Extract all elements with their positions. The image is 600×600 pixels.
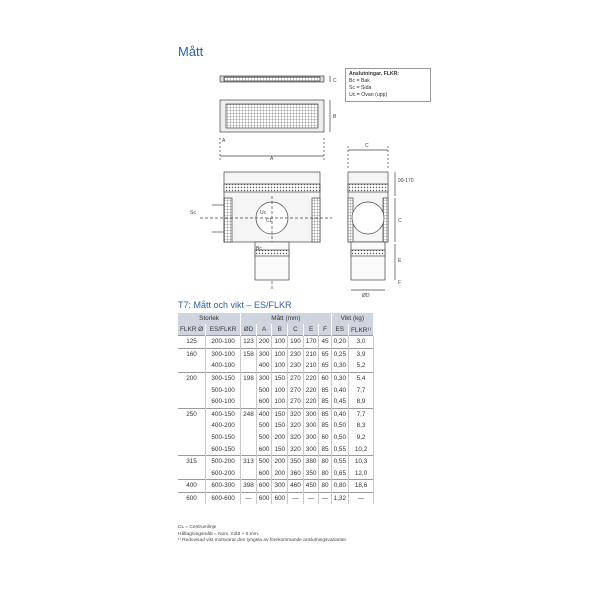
table-cell: 85 [319, 443, 331, 455]
table-row [178, 492, 374, 504]
table-cell: 190 [288, 336, 304, 349]
table-cell: 123 [241, 336, 257, 349]
footnote: ¹⁾ Redovisad vikt motsvarar den tyngsta av förekommande anslutningsvarianter. [178, 538, 348, 543]
legend-line: Uc = Ovan (upp) [349, 92, 388, 98]
column-header: B [272, 324, 288, 336]
dim-label-f: F [398, 280, 402, 286]
dim-label-a: A [270, 156, 274, 162]
table-cell: 460 [288, 480, 304, 493]
legend-line: Sc = Sida [349, 85, 372, 91]
dim-label-od: ØD [362, 293, 370, 299]
column-header: ES/FLKR [206, 324, 241, 336]
dim-label-b-right: B [333, 114, 337, 120]
table-cell: 100 [272, 384, 288, 396]
table-cell: 200 [272, 468, 288, 480]
table-cell: 85 [319, 396, 331, 408]
dim-label-bc: Bc [256, 246, 262, 252]
table-cell: 400 [256, 408, 272, 420]
table-cell: 300 [303, 420, 319, 432]
table-cell: 300 [303, 443, 319, 455]
table-cell: 600 [256, 492, 272, 504]
table-cell [241, 396, 257, 408]
table-cell: 10,3 [349, 455, 374, 467]
table-cell: 80 [319, 455, 331, 467]
column-header: ØD [241, 324, 257, 336]
dim-label-c-side: C [365, 143, 369, 149]
table-cell: 0,40 [331, 384, 348, 396]
table-cell: 450 [303, 480, 319, 493]
table-cell: 500-200 [206, 455, 241, 467]
table-cell: 150 [272, 443, 288, 455]
table-cell [178, 420, 206, 432]
table-cell [241, 360, 257, 372]
column-header: ES [331, 324, 348, 336]
table-cell: 5,4 [349, 372, 374, 384]
table-cell: 158 [241, 348, 257, 360]
table-row [178, 480, 374, 493]
footnote: Håltagningsmått = Nom. mått + 5 mm. [178, 531, 260, 537]
table-cell: 0,30 [331, 360, 348, 372]
table-cell: 600 [272, 492, 288, 504]
table-cell: 600-100 [206, 396, 241, 408]
table-cell: 5,2 [349, 360, 374, 372]
table-cell: 300 [303, 408, 319, 420]
table-cell: 400-150 [206, 408, 241, 420]
table-cell: 600-150 [206, 443, 241, 455]
table-cell: 60 [319, 432, 331, 444]
page-title: Mått [178, 44, 204, 59]
table-cell: 600-200 [206, 468, 241, 480]
table-cell: 0,30 [331, 372, 348, 384]
table-cell: 300-150 [206, 372, 241, 384]
table-cell: 12,0 [349, 468, 374, 480]
column-header: E [303, 324, 319, 336]
table-cell: 85 [319, 420, 331, 432]
dim-label-c-right: C [398, 218, 402, 224]
table-cell: 200 [272, 432, 288, 444]
column-header: C [288, 324, 304, 336]
group-header-dimensions: Mått (mm) [241, 313, 331, 324]
table-cell: 300 [303, 432, 319, 444]
table-cell: 248 [241, 408, 257, 420]
table-cell: 198 [241, 372, 257, 384]
table-row [178, 408, 374, 420]
group-header-weight: Vikt (kg) [331, 313, 374, 324]
dim-label-cl: CL [266, 218, 273, 224]
table-cell: 0,50 [331, 432, 348, 444]
table-cell [178, 432, 206, 444]
table-row [178, 443, 374, 455]
table-cell [241, 443, 257, 455]
table-cell: 0,55 [331, 443, 348, 455]
table-cell: 0,80 [331, 480, 348, 493]
table-cell: 400-100 [206, 360, 241, 372]
table-cell: 400 [178, 480, 206, 493]
table-cell: 500 [256, 432, 272, 444]
table-cell: 400 [256, 360, 272, 372]
table-cell: 0,20 [331, 336, 348, 349]
table-cell: 320 [288, 443, 304, 455]
table-cell [241, 468, 257, 480]
table-cell [178, 468, 206, 480]
table-cell: 160 [178, 348, 206, 360]
table-cell: 600 [256, 468, 272, 480]
table-cell: 0,55 [331, 455, 348, 467]
table-cell: 0,50 [331, 420, 348, 432]
table-title: T7: Mått och vikt – ES/FLKR [178, 300, 292, 310]
table-cell: 3,9 [349, 348, 374, 360]
table-cell: 45 [319, 336, 331, 349]
table-row [178, 396, 374, 408]
table-cell: 0,65 [331, 468, 348, 480]
table-cell: 210 [303, 348, 319, 360]
table-cell: 220 [303, 384, 319, 396]
table-row [178, 372, 374, 384]
dim-label-90-170: 90-170 [398, 178, 414, 184]
dim-label-a-left: A [222, 138, 226, 144]
dimensions-table [178, 313, 374, 504]
table-cell: — [349, 492, 374, 504]
table-cell [178, 384, 206, 396]
dim-label-sc: Sc [190, 210, 196, 216]
table-cell: 85 [319, 408, 331, 420]
table-cell: 500 [256, 455, 272, 467]
table-cell: 300-100 [206, 348, 241, 360]
table-cell: 500-150 [206, 432, 241, 444]
table-cell: — [319, 492, 331, 504]
table-row [178, 455, 374, 467]
legend-line: Bc = Bak [349, 78, 370, 84]
table-cell: 270 [288, 372, 304, 384]
table-row [178, 384, 374, 396]
table-cell: 230 [288, 360, 304, 372]
table-cell: 220 [303, 372, 319, 384]
table-cell: 100 [272, 348, 288, 360]
table-row [178, 420, 374, 432]
table-cell: 350 [303, 468, 319, 480]
table-cell: — [288, 492, 304, 504]
table-row [178, 468, 374, 480]
table-cell: 3,0 [349, 336, 374, 349]
legend-header: Anslutningar, FLKR: [349, 71, 400, 77]
table-cell [241, 384, 257, 396]
table-cell: 600 [256, 480, 272, 493]
table-cell: 150 [272, 372, 288, 384]
dim-label-uc: Uc [260, 210, 267, 216]
table-cell: 200 [256, 336, 272, 349]
table-cell: 500 [256, 384, 272, 396]
table-cell: 230 [288, 348, 304, 360]
column-header-row [178, 324, 374, 336]
table-cell: 100 [272, 396, 288, 408]
table-cell: 320 [288, 420, 304, 432]
table-cell: 85 [319, 384, 331, 396]
table-cell: 270 [288, 384, 304, 396]
table-cell: — [241, 492, 257, 504]
table-cell: 18,6 [349, 480, 374, 493]
table-row [178, 348, 374, 360]
table-cell: 8,3 [349, 420, 374, 432]
table-row [178, 336, 374, 349]
table-cell: 600 [256, 443, 272, 455]
table-cell: 0,40 [331, 408, 348, 420]
table-cell: 320 [288, 408, 304, 420]
table-cell: 600-300 [206, 480, 241, 493]
table-row [178, 432, 374, 444]
table-cell: 350 [288, 455, 304, 467]
table-cell: 170 [303, 336, 319, 349]
column-header: F [319, 324, 331, 336]
table-cell: 7,7 [349, 408, 374, 420]
table-cell [241, 432, 257, 444]
table-cell: 8,9 [349, 396, 374, 408]
group-header-size: Storlek [178, 313, 241, 324]
table-cell: 125 [178, 336, 206, 349]
table-cell: 0,45 [331, 396, 348, 408]
dim-label-e: E [398, 258, 402, 264]
table-cell: 400-200 [206, 420, 241, 432]
table-cell: 360 [288, 468, 304, 480]
table-cell [178, 443, 206, 455]
footnotes [178, 525, 347, 545]
table-cell: 210 [303, 360, 319, 372]
table-cell: 600 [178, 492, 206, 504]
table-cell: 300 [256, 348, 272, 360]
table-cell [241, 420, 257, 432]
dim-label-c-top: C [333, 78, 337, 84]
footnote: CL = Centrumlinje [178, 525, 217, 530]
table-cell: 270 [288, 396, 304, 408]
table-cell: 60 [319, 372, 331, 384]
table-row [178, 360, 374, 372]
table-cell: 398 [241, 480, 257, 493]
table-cell: — [303, 492, 319, 504]
table-cell: 380 [303, 455, 319, 467]
table-cell: 315 [178, 455, 206, 467]
table-cell: 220 [303, 396, 319, 408]
table-cell: 150 [272, 408, 288, 420]
table-cell: 600-600 [206, 492, 241, 504]
table-cell: 200 [272, 455, 288, 467]
table-cell: 1,32 [331, 492, 348, 504]
table-cell: 7,7 [349, 384, 374, 396]
table-cell: 80 [319, 468, 331, 480]
table-cell: 100 [272, 360, 288, 372]
table-cell: 65 [319, 348, 331, 360]
table-cell: 100 [272, 336, 288, 349]
table-cell: 300 [272, 480, 288, 493]
table-cell: 150 [272, 420, 288, 432]
table-cell: 10,2 [349, 443, 374, 455]
column-header: A [256, 324, 272, 336]
table-cell: 500 [256, 420, 272, 432]
table-cell: 250 [178, 408, 206, 420]
table-cell: 313 [241, 455, 257, 467]
column-header: FLKR Ø [178, 324, 206, 336]
table-cell: 9,2 [349, 432, 374, 444]
table-cell [178, 360, 206, 372]
table-cell: 320 [288, 432, 304, 444]
table-cell: 200-100 [206, 336, 241, 349]
table-cell: 65 [319, 360, 331, 372]
column-header: FLKR¹⁾ [349, 324, 374, 336]
table-cell: 200 [178, 372, 206, 384]
table-cell: 0,25 [331, 348, 348, 360]
table-cell: 600 [256, 396, 272, 408]
table-cell [178, 396, 206, 408]
table-cell: 300 [256, 372, 272, 384]
table-cell: 80 [319, 480, 331, 493]
table-cell: 500-100 [206, 384, 241, 396]
